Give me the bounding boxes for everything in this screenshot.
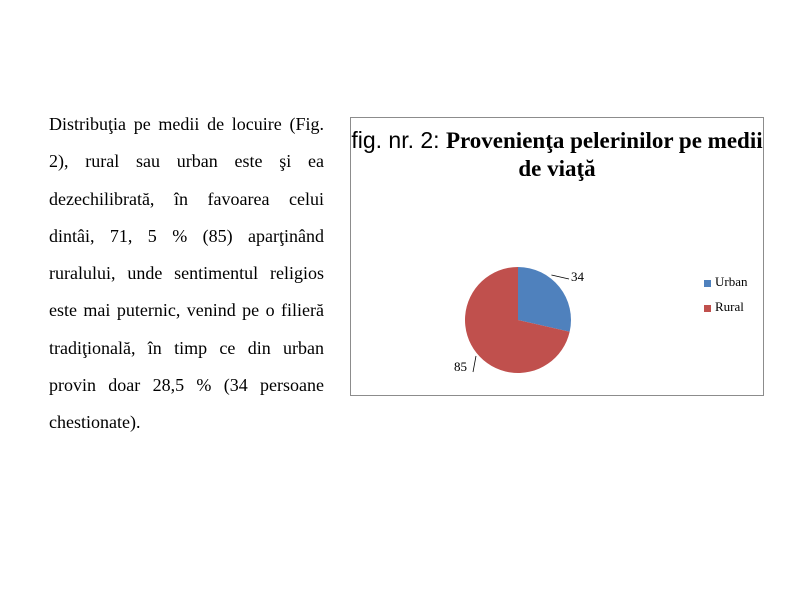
- leader-line-urban: [551, 275, 569, 279]
- legend-swatch-urban: [704, 280, 711, 287]
- legend-item-rural: [704, 299, 744, 315]
- leader-line-rural: [473, 356, 476, 372]
- data-label-urban: 34: [571, 269, 584, 284]
- chart-title-prefix: fig. nr. 2:: [351, 127, 446, 153]
- legend-label-urban: Urban: [715, 274, 748, 289]
- body-paragraph: Distribuţia pe medii de locuire (Fig. 2), rural sau urban este şi ea dezechilibrată, în favoarea celui dintâi, 71, 5 % (85) aparţinând ruralului, unde sentimentul religios este mai puternic, venind pe o filieră tradiţională, în timp ce din urban provin doar 28,5 % (34 persoane chestionate).: [49, 114, 324, 433]
- chart-container: [350, 117, 764, 396]
- chart-title-main: Provenienţa pelerinilor pe medii de viaţă: [445, 128, 763, 181]
- legend-item-urban: [704, 274, 748, 290]
- legend-swatch-rural: [704, 305, 711, 312]
- legend-label-rural: Rural: [715, 299, 744, 314]
- data-label-rural: 85: [454, 359, 467, 374]
- pie-chart: [351, 118, 763, 395]
